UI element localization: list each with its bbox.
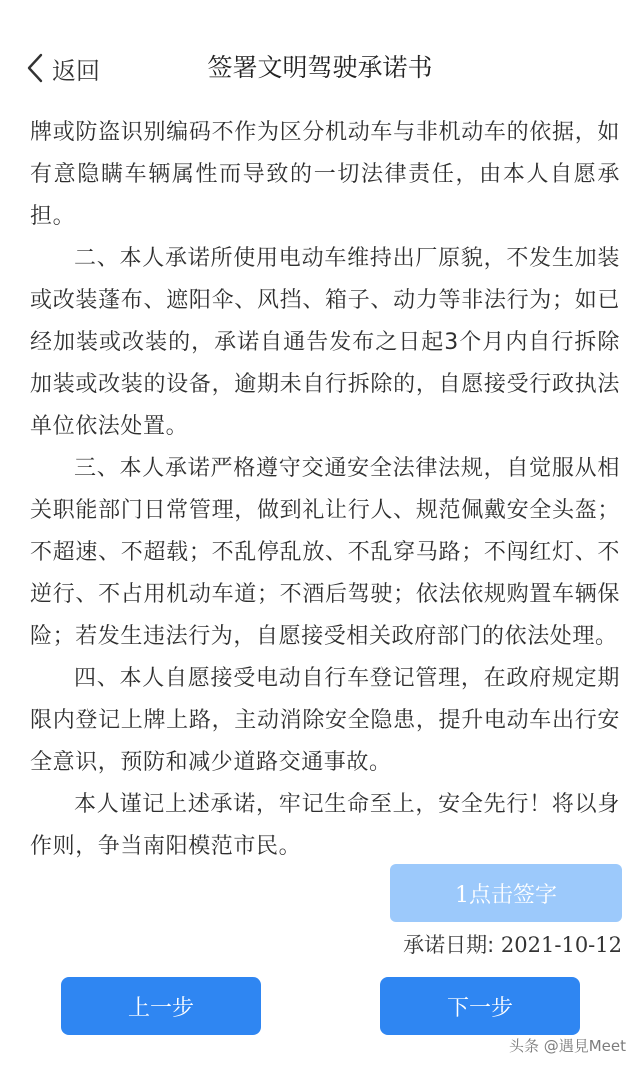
prev-step-button[interactable]: 上一步 [61, 977, 261, 1035]
pledge-paragraph: 本人谨记上述承诺，牢记生命至上，安全先行！将以身作则，争当南阳模范市民。 [30, 792, 620, 859]
top-bar [0, 0, 640, 96]
pledge-paragraph: 三、本人承诺严格遵守交通安全法律法规，自觉服从相关职能部门日常管理，做到礼让行人、规范佩戴安全头盔；不超速、不超载；不乱停乱放、不乱穿马路；不闯红灯、不逆行、不占用机动车道；不酒后驾驶；依法依规购置车辆保险；若发生违法行为，自愿接受相关政府部门的依法处理。 [30, 456, 620, 649]
sign-button[interactable]: 1点击签字 [390, 864, 622, 922]
next-step-button[interactable]: 下一步 [380, 977, 580, 1035]
watermark: 头条 @遇見Meet [508, 1037, 626, 1055]
pledge-date-value: 2021-10-12 [500, 933, 622, 957]
pledge-date-label: 承诺日期: [403, 933, 501, 957]
pledge-paragraph: 四、本人自愿接受电动自行车登记管理，在政府规定期限内登记上牌上路，主动消除安全隐患，提升电动车出行安全意识，预防和减少道路交通事故。 [30, 666, 620, 775]
page-title: 签署文明驾驶承诺书 [207, 53, 433, 82]
pledge-date [403, 930, 622, 960]
pledge-paragraph: 牌或防盗识别编码不作为区分机动车与非机动车的依据，如有意隐瞒车辆属性而导致的一切法律责任，由本人自愿承担。 [30, 120, 620, 229]
pledge-content [30, 112, 620, 868]
back-label: 返回 [52, 56, 100, 85]
pledge-paragraph: 二、本人承诺所使用电动车维持出厂原貌，不发生加装或改装蓬布、遮阳伞、风挡、箱子、动力等非法行为；如已经加装或改装的，承诺自通告发布之日起3个月内自行拆除加装或改装的设备，逾期未自行拆除的，自愿接受行政执法单位依法处置。 [30, 246, 620, 439]
